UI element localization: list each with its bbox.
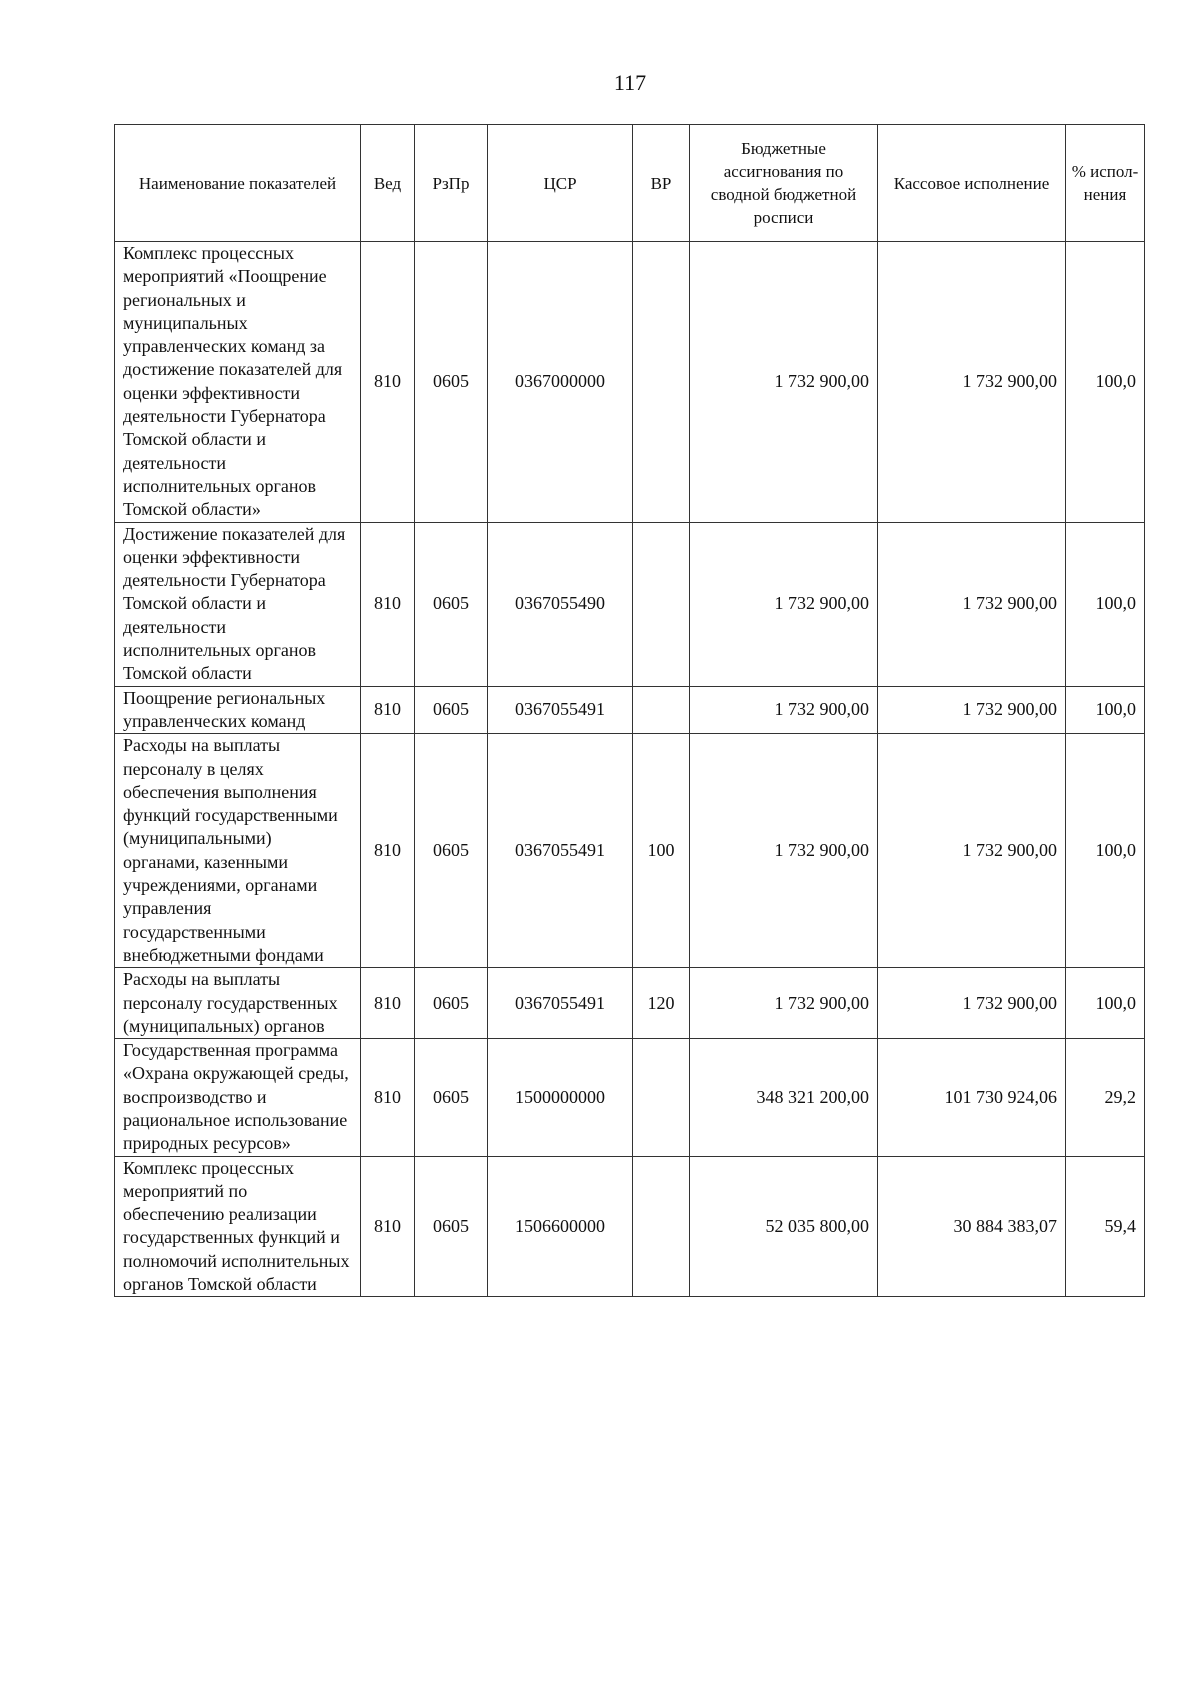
header-percent: % испол-нения — [1066, 125, 1145, 242]
row-ved: 810 — [361, 734, 415, 968]
row-cash-execution: 1 732 900,00 — [878, 522, 1066, 686]
row-vr — [633, 242, 690, 523]
row-rzpr: 0605 — [415, 686, 488, 734]
row-csr: 0367055491 — [488, 734, 633, 968]
row-cash-execution: 101 730 924,06 — [878, 1039, 1066, 1156]
row-cash-execution: 1 732 900,00 — [878, 734, 1066, 968]
row-rzpr: 0605 — [415, 968, 488, 1039]
row-name: Поощрение региональных управленческих команд — [115, 686, 361, 734]
row-rzpr: 0605 — [415, 734, 488, 968]
row-name: Достижение показателей для оценки эффективности деятельности Губернатора Томской области и деятельности исполнительных органов Томской области — [115, 522, 361, 686]
row-name: Государственная программа «Охрана окружающей среды, воспроизводство и рациональное использование природных ресурсов» — [115, 1039, 361, 1156]
row-percent: 100,0 — [1066, 242, 1145, 523]
row-csr: 0367055490 — [488, 522, 633, 686]
row-ved: 810 — [361, 242, 415, 523]
row-vr — [633, 522, 690, 686]
row-vr — [633, 1156, 690, 1297]
row-percent: 29,2 — [1066, 1039, 1145, 1156]
header-name: Наименование показателей — [115, 125, 361, 242]
row-ved: 810 — [361, 522, 415, 686]
table-row — [115, 1039, 1145, 1156]
row-vr — [633, 1039, 690, 1156]
row-percent: 100,0 — [1066, 686, 1145, 734]
row-percent: 100,0 — [1066, 734, 1145, 968]
table-row — [115, 734, 1145, 968]
row-rzpr: 0605 — [415, 1039, 488, 1156]
row-percent: 100,0 — [1066, 522, 1145, 686]
row-vr: 120 — [633, 968, 690, 1039]
row-vr: 100 — [633, 734, 690, 968]
header-assignments: Бюджетные ассигнования по сводной бюджетной росписи — [690, 125, 878, 242]
table-row — [115, 686, 1145, 734]
table-row — [115, 522, 1145, 686]
row-name: Расходы на выплаты персоналу в целях обеспечения выполнения функций государственными (муниципальными) органами, казенными учреждениями, органами управления государственными внебюджетными фондами — [115, 734, 361, 968]
table-header-row — [115, 125, 1145, 242]
row-name: Комплекс процессных мероприятий «Поощрение региональных и муниципальных управленческих команд за достижение показателей для оценки эффективности деятельности Губернатора Томской области и деятельности исполнительных органов Томской области» — [115, 242, 361, 523]
row-cash-execution: 1 732 900,00 — [878, 242, 1066, 523]
table-row — [115, 242, 1145, 523]
header-vr: ВР — [633, 125, 690, 242]
row-assignments: 1 732 900,00 — [690, 522, 878, 686]
header-ved: Вед — [361, 125, 415, 242]
row-name: Расходы на выплаты персоналу государственных (муниципальных) органов — [115, 968, 361, 1039]
row-rzpr: 0605 — [415, 242, 488, 523]
row-rzpr: 0605 — [415, 522, 488, 686]
page-number: 117 — [613, 70, 647, 95]
row-csr: 0367000000 — [488, 242, 633, 523]
row-percent: 59,4 — [1066, 1156, 1145, 1297]
row-cash-execution: 30 884 383,07 — [878, 1156, 1066, 1297]
row-ved: 810 — [361, 1039, 415, 1156]
header-csr: ЦСР — [488, 125, 633, 242]
row-ved: 810 — [361, 968, 415, 1039]
row-csr: 0367055491 — [488, 686, 633, 734]
row-name: Комплекс процессных мероприятий по обеспечению реализации государственных функций и полномочий исполнительных органов Томской области — [115, 1156, 361, 1297]
row-ved: 810 — [361, 1156, 415, 1297]
row-ved: 810 — [361, 686, 415, 734]
row-vr — [633, 686, 690, 734]
row-csr: 1500000000 — [488, 1039, 633, 1156]
budget-execution-table — [114, 124, 1145, 1297]
row-cash-execution: 1 732 900,00 — [878, 968, 1066, 1039]
row-csr: 1506600000 — [488, 1156, 633, 1297]
row-rzpr: 0605 — [415, 1156, 488, 1297]
row-assignments: 1 732 900,00 — [690, 686, 878, 734]
row-cash-execution: 1 732 900,00 — [878, 686, 1066, 734]
row-csr: 0367055491 — [488, 968, 633, 1039]
header-cash-execution: Кассовое исполнение — [878, 125, 1066, 242]
row-assignments: 348 321 200,00 — [690, 1039, 878, 1156]
row-assignments: 1 732 900,00 — [690, 242, 878, 523]
header-rzpr: РзПр — [415, 125, 488, 242]
row-assignments: 52 035 800,00 — [690, 1156, 878, 1297]
table-row — [115, 1156, 1145, 1297]
table-row — [115, 968, 1145, 1039]
row-percent: 100,0 — [1066, 968, 1145, 1039]
row-assignments: 1 732 900,00 — [690, 734, 878, 968]
row-assignments: 1 732 900,00 — [690, 968, 878, 1039]
